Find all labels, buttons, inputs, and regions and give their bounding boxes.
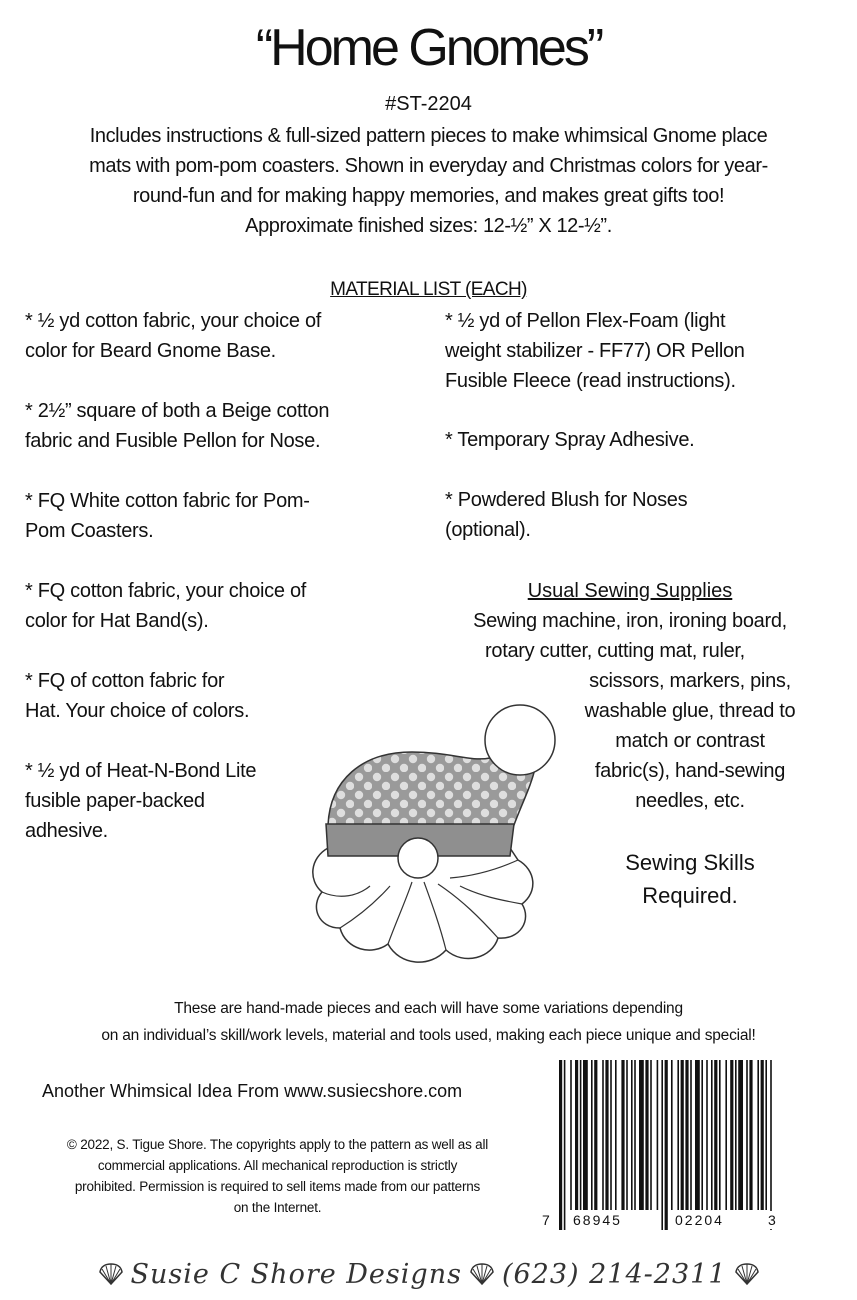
- phone-number: (623) 214-2311: [501, 1258, 727, 1290]
- barcode-bar: [681, 1060, 684, 1210]
- barcode-bar: [621, 1060, 624, 1210]
- disclaimer: [20, 995, 837, 1049]
- barcode-check-digit: 3: [768, 1212, 778, 1228]
- barcode-bar: [559, 1060, 562, 1230]
- barcode-bar: [639, 1060, 644, 1210]
- barcode-bar: [591, 1060, 593, 1210]
- barcode-bar: [594, 1060, 597, 1210]
- barcode-bar: [749, 1060, 752, 1210]
- barcode-right-digits: 02204: [675, 1212, 724, 1228]
- barcode-bar: [564, 1060, 566, 1230]
- material-line: fusible paper-backed: [25, 790, 205, 812]
- copyright-line: commercial applications. All mechanical reproduction is strictly: [97, 1158, 458, 1173]
- barcode-bar: [661, 1060, 663, 1230]
- copyright-line: prohibited. Permission is required to sell items made from our patterns: [74, 1179, 481, 1194]
- material-line: * 2½” square of both a Beige cotton: [25, 400, 330, 422]
- disclaimer-line: on an individual’s skill/work levels, material and tools used, making each piece unique and special!: [101, 1027, 756, 1044]
- material-line: Hat. Your choice of colors.: [25, 700, 250, 722]
- barcode-bar: [645, 1060, 648, 1210]
- gnome-illustration: [300, 700, 570, 980]
- intro-line: Includes instructions & full-sized pattern pieces to make whimsical Gnome place: [89, 125, 768, 147]
- material-line: Pom Coasters.: [25, 520, 154, 542]
- barcode-bar: [735, 1060, 737, 1210]
- pattern-code: #ST-2204: [385, 93, 472, 115]
- copyright-line: on the Internet.: [233, 1200, 322, 1215]
- barcode-bar: [757, 1060, 759, 1210]
- footer-brand: [0, 1252, 857, 1296]
- barcode-bar: [615, 1060, 617, 1210]
- skill-line: Sewing Skills: [625, 850, 755, 875]
- material-line: fabric and Fusible Pellon for Nose.: [25, 430, 321, 452]
- barcode-bar: [626, 1060, 628, 1210]
- supplies-line: rotary cutter, cutting mat, ruler,: [485, 640, 745, 662]
- material-item: [25, 576, 306, 636]
- material-line: * FQ of cotton fabric for: [25, 670, 225, 692]
- barcode-bar: [765, 1060, 767, 1210]
- barcode-bar: [714, 1060, 717, 1210]
- barcode-bar: [602, 1060, 604, 1210]
- copyright-line: © 2022, S. Tigue Shore. The copyrights apply to the pattern as well as all: [66, 1137, 489, 1152]
- skill-level: [590, 846, 790, 912]
- intro-line: mats with pom-pom coasters. Shown in everyday and Christmas colors for year-: [89, 155, 768, 177]
- material-item: [25, 756, 256, 846]
- supplies-line: needles, etc.: [635, 790, 745, 812]
- material-line: * ½ yd cotton fabric, your choice of: [25, 310, 322, 332]
- barcode-bar: [575, 1060, 578, 1210]
- barcode-bar: [605, 1060, 608, 1210]
- material-item: [25, 306, 321, 366]
- barcode-bar: [657, 1060, 659, 1210]
- material-line: * Temporary Spray Adhesive.: [445, 429, 695, 451]
- shell-icon: [733, 1262, 761, 1286]
- material-line: color for Beard Gnome Base.: [25, 340, 276, 362]
- materials-heading: MATERIAL LIST (EACH): [330, 279, 527, 300]
- supplies-line: fabric(s), hand-sewing: [594, 760, 786, 782]
- barcode-bar: [695, 1060, 700, 1210]
- barcode-bar: [725, 1060, 727, 1210]
- material-line: * FQ White cotton fabric for Pom-: [25, 490, 310, 512]
- material-item: [25, 396, 329, 456]
- barcode: [555, 1060, 780, 1235]
- intro-paragraph: [20, 121, 837, 241]
- intro-line: round-fun and for making happy memories, and makes great gifts too!: [132, 185, 725, 207]
- barcode-bar: [634, 1060, 636, 1210]
- material-line: * FQ cotton fabric, your choice of: [25, 580, 307, 602]
- barcode-bar: [770, 1060, 772, 1230]
- barcode-bar: [690, 1060, 692, 1210]
- barcode-bar: [650, 1060, 652, 1210]
- gnome-nose: [398, 838, 438, 878]
- material-line: color for Hat Band(s).: [25, 610, 209, 632]
- supplies-line: match or contrast: [615, 730, 765, 752]
- material-line: weight stabilizer - FF77) OR Pellon: [445, 340, 745, 362]
- skill-line: Required.: [642, 883, 738, 908]
- barcode-bar: [706, 1060, 708, 1210]
- barcode-bar: [677, 1060, 679, 1210]
- material-item: [25, 666, 249, 726]
- supplies-line: scissors, markers, pins,: [589, 670, 791, 692]
- material-item: [25, 486, 310, 546]
- barcode-bar: [761, 1060, 764, 1210]
- barcode-left-digits: 68945: [573, 1212, 622, 1228]
- barcode-bar: [711, 1060, 713, 1210]
- shell-icon: [97, 1262, 125, 1286]
- intro-line: Approximate finished sizes: 12-½” X 12-½”.: [245, 215, 612, 237]
- barcode-bar: [570, 1060, 572, 1210]
- barcode-bar: [580, 1060, 582, 1210]
- barcode-bar: [685, 1060, 688, 1210]
- material-item: [445, 425, 694, 455]
- disclaimer-line: These are hand-made pieces and each will have some variations depending: [174, 1000, 683, 1017]
- barcode-bar: [610, 1060, 612, 1210]
- material-line: * ½ yd of Heat-N-Bond Lite: [25, 760, 257, 782]
- supplies-heading: Usual Sewing Supplies: [527, 580, 733, 602]
- barcode-bar: [738, 1060, 743, 1210]
- barcode-bar: [719, 1060, 721, 1210]
- pom-pom: [485, 705, 555, 775]
- shell-icon: [468, 1262, 496, 1286]
- barcode-bar: [665, 1060, 668, 1230]
- barcode-bar: [631, 1060, 633, 1210]
- barcode-bar: [701, 1060, 703, 1210]
- material-item: [445, 306, 745, 396]
- website-credit: Another Whimsical Idea From www.susiecshore.com: [42, 1081, 463, 1101]
- material-item: [445, 485, 687, 545]
- material-line: Fusible Fleece (read instructions).: [445, 370, 736, 392]
- barcode-bar: [671, 1060, 673, 1210]
- barcode-bar: [583, 1060, 588, 1210]
- material-line: adhesive.: [25, 820, 108, 842]
- supplies-line: Sewing machine, iron, ironing board,: [473, 610, 787, 632]
- supplies-line: washable glue, thread to: [584, 700, 796, 722]
- copyright-notice: [25, 1134, 530, 1218]
- barcode-bar: [730, 1060, 733, 1210]
- material-line: * Powdered Blush for Noses: [445, 489, 688, 511]
- material-line: * ½ yd of Pellon Flex-Foam (light: [445, 310, 726, 332]
- pattern-title: “Home Gnomes”: [255, 19, 602, 77]
- barcode-first-digit: 7: [542, 1212, 552, 1228]
- barcode-bar: [746, 1060, 748, 1210]
- company-name: Susie C Shore Designs: [130, 1258, 462, 1290]
- material-line: (optional).: [445, 519, 531, 541]
